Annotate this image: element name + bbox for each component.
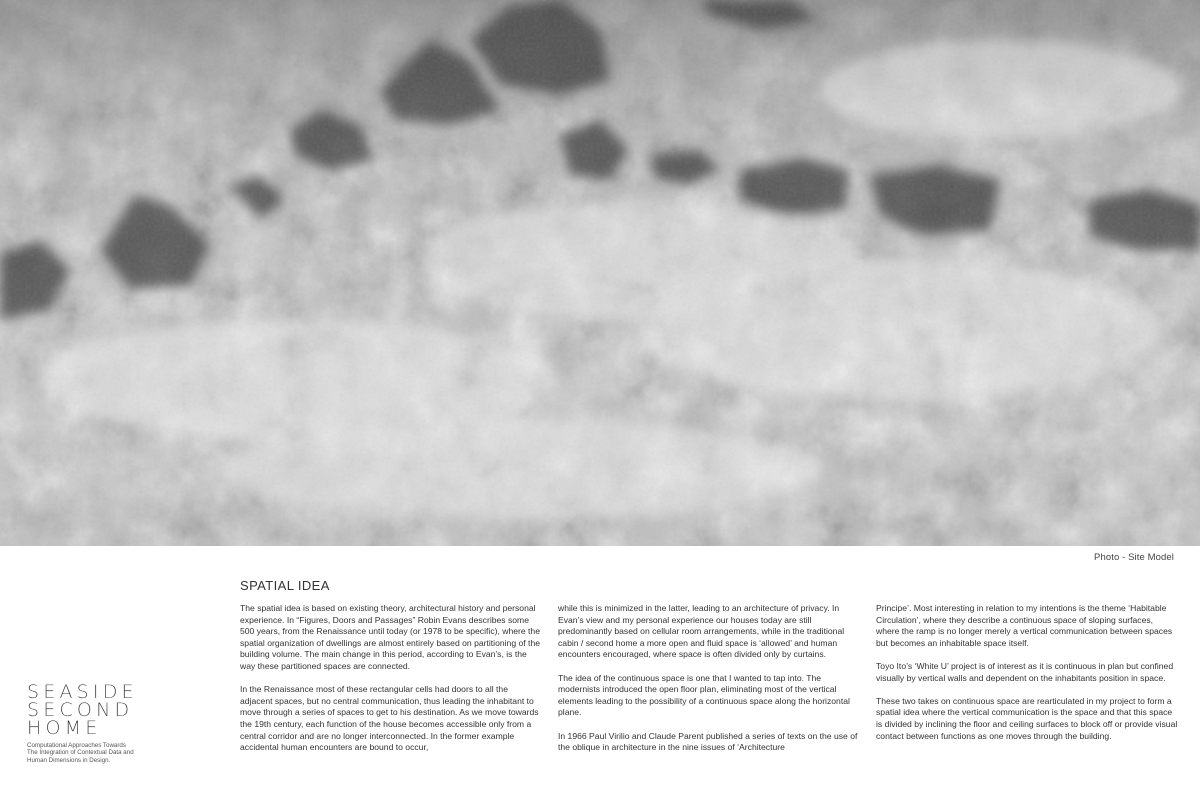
text-column-1 — [240, 603, 542, 765]
text-column-2 — [558, 603, 860, 765]
project-title-line: SECOND — [27, 699, 134, 721]
project-subtitle-line: Human Dimensions in Design. — [27, 756, 111, 764]
paragraph: In the Renaissance most of these rectangular cells had doors to all the adjacent spaces, but no central communication, thus leading the inhabitant to move through a series of spaces to get to his destination. As we move towards the 19th century, each function of the house becomes accessible only from a central corridor and are no longer interconnected. In the former example accidental human encounters are bound to occur, — [240, 684, 539, 753]
project-subtitle-line: Computational Approaches Towards — [27, 742, 126, 749]
project-subtitle-line: The Integration of Contextual Data and — [27, 749, 134, 757]
text-column-3 — [876, 603, 1178, 754]
paragraph: Toyo Ito’s ‘White U’ project is of interest as it is continuous in plan but confined visually by vertical walls and dependent on the inhabitants position in space. — [876, 660, 1174, 683]
project-title-line: SEASIDE — [27, 681, 138, 703]
paragraph: Principe’. Most interesting in relation to my intentions is the theme ‘Habitable Circulation’, where they describe a continuous space of sloping surfaces, where the ramp is no longer merely a vertical communication between spaces but becomes an inhabitable space itself. — [876, 603, 1173, 648]
photo-caption: Photo - Site Model — [1094, 552, 1174, 563]
paragraph: The idea of the continuous space is one that I wanted to tap into. The modernists introduced the open floor plan, eliminating most of the vertical elements leading to the possibility of a continuous space along the horizontal plane. — [558, 672, 850, 718]
project-title-line: HOME — [27, 717, 102, 739]
paragraph: while this is minimized in the latter, leading to an architecture of privacy. In Evan’s view and my personal experience our houses today are still predominantly based on cellular room arrangements, while in the traditional cabin / second home a more open and fluid space is ‘allowed’ and human encounters encouraged, where space is often divided only by curtains. — [558, 603, 845, 660]
paragraph: The spatial idea is based on existing theory, architectural history and personal experience. In “Figures, Doors and Passages” Robin Evans describes some 500 years, from the Renaissance until today (or 1978 to be specific), where the spatial organization of dwellings are almost entirely based on partitioning of the building volume. The main change in this period, according to Evan’s, is the way these partitioned spaces are connected. — [240, 603, 541, 671]
paragraph: In 1966 Paul Virilio and Claude Parent published a series of texts on the use of the oblique in architecture in the nine issues of ‘Architecture — [558, 730, 858, 753]
project-title-block — [27, 683, 217, 764]
paragraph: These two takes on continuous space are rearticulated in my project to form a spatial idea where the vertical communication is the space and that this space is divided by inclining the floor and ceiling surfaces to block off or provide visual contact between functions as one moves through the building. — [876, 695, 1178, 741]
section-title: SPATIAL IDEA — [240, 578, 330, 593]
